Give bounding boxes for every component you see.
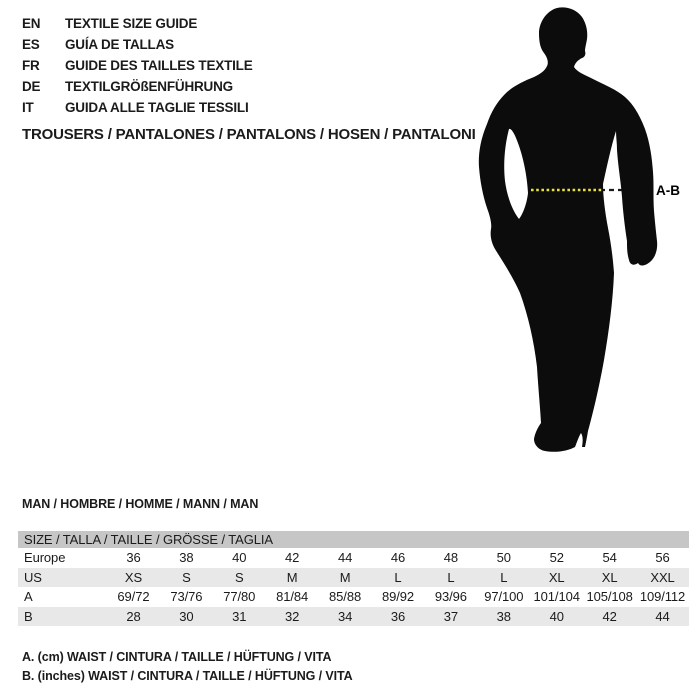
size-value-cell: 37 <box>443 608 459 624</box>
size-value-cell: 46 <box>390 550 406 566</box>
size-value-cell: 69/72 <box>117 589 150 605</box>
size-value-cell: 105/108 <box>586 589 633 605</box>
size-value-cell: 28 <box>126 608 141 624</box>
language-label: TEXTILE SIZE GUIDE <box>65 16 198 31</box>
size-value-cell: 30 <box>179 608 194 624</box>
language-code: ES <box>22 37 40 52</box>
size-table-row <box>18 587 689 607</box>
size-value-cell: 85/88 <box>329 589 362 605</box>
size-value-cell: 44 <box>655 608 670 624</box>
size-value-cell: XL <box>548 569 565 585</box>
footnote-a-cm: A. (cm) WAIST / CINTURA / TAILLE / HÜFTUNG / VITA <box>22 650 332 664</box>
size-row-label: B <box>24 608 33 624</box>
size-row-label: A <box>24 589 33 605</box>
garment-types-title: TROUSERS / PANTALONES / PANTALONS / HOSEN / PANTALONI <box>22 126 476 143</box>
size-value-cell: 50 <box>496 550 511 566</box>
size-value-cell: 34 <box>337 608 353 624</box>
size-value-cell: XXL <box>650 569 675 585</box>
size-value-cell: M <box>339 569 351 585</box>
language-code: DE <box>22 79 41 94</box>
language-label: GUIDE DES TAILLES TEXTILE <box>65 58 253 73</box>
size-value-cell: 109/112 <box>639 589 686 605</box>
language-code: IT <box>22 100 34 115</box>
size-table-row <box>18 568 689 588</box>
language-label: GUÍA DE TALLAS <box>65 37 174 52</box>
size-table-row <box>18 548 689 568</box>
size-value-cell: 40 <box>232 550 247 566</box>
size-value-cell: 32 <box>285 608 300 624</box>
man-silhouette <box>479 7 657 451</box>
footnote-b-inches: B. (inches) WAIST / CINTURA / TAILLE / HÜFTUNG / VITA <box>22 669 353 683</box>
size-row-label: Europe <box>24 550 66 566</box>
gender-section-title: MAN / HOMBRE / HOMME / MANN / MAN <box>22 497 259 511</box>
size-value-cell: 36 <box>390 608 406 624</box>
size-value-cell: 42 <box>285 550 300 566</box>
size-value-cell: 42 <box>602 608 617 624</box>
size-table-rows <box>18 548 689 626</box>
measurement-footnotes <box>22 648 353 686</box>
waist-measure-label: A-B <box>656 183 680 198</box>
size-value-cell: S <box>234 569 244 585</box>
size-value-cell: 93/96 <box>434 589 467 605</box>
size-value-cell: 81/84 <box>276 589 309 605</box>
language-label: TEXTILGRÖßENFÜHRUNG <box>65 79 233 94</box>
size-value-cell: 38 <box>179 550 194 566</box>
size-value-cell: 36 <box>126 550 141 566</box>
size-value-cell: 54 <box>602 550 617 566</box>
size-value-cell: S <box>182 569 191 585</box>
size-value-cell: 97/100 <box>484 589 524 605</box>
size-value-cell: 52 <box>549 550 564 566</box>
size-value-cell: 48 <box>443 550 459 566</box>
language-code: FR <box>22 58 40 73</box>
size-value-cell: 44 <box>337 550 353 566</box>
size-row-label: US <box>24 569 42 585</box>
size-table <box>18 531 689 626</box>
size-value-cell: 73/76 <box>170 589 203 605</box>
size-value-cell: 101/104 <box>533 589 580 605</box>
size-value-cell: L <box>500 569 508 585</box>
size-value-cell: 38 <box>496 608 511 624</box>
language-code: EN <box>22 16 41 31</box>
size-value-cell: 77/80 <box>223 589 256 605</box>
size-value-cell: XS <box>124 569 143 585</box>
size-value-cell: 40 <box>549 608 564 624</box>
size-value-cell: 89/92 <box>381 589 414 605</box>
size-value-cell: L <box>447 569 455 585</box>
language-label: GUIDA ALLE TAGLIE TESSILI <box>65 100 249 115</box>
size-table-row <box>18 607 689 627</box>
size-value-cell: XL <box>601 569 618 585</box>
size-value-cell: 56 <box>655 550 670 566</box>
size-value-cell: 31 <box>232 608 247 624</box>
size-value-cell: M <box>286 569 298 585</box>
size-value-cell: L <box>394 569 402 585</box>
size-table-header: SIZE / TALLA / TAILLE / GRÖSSE / TAGLIA <box>18 531 689 548</box>
